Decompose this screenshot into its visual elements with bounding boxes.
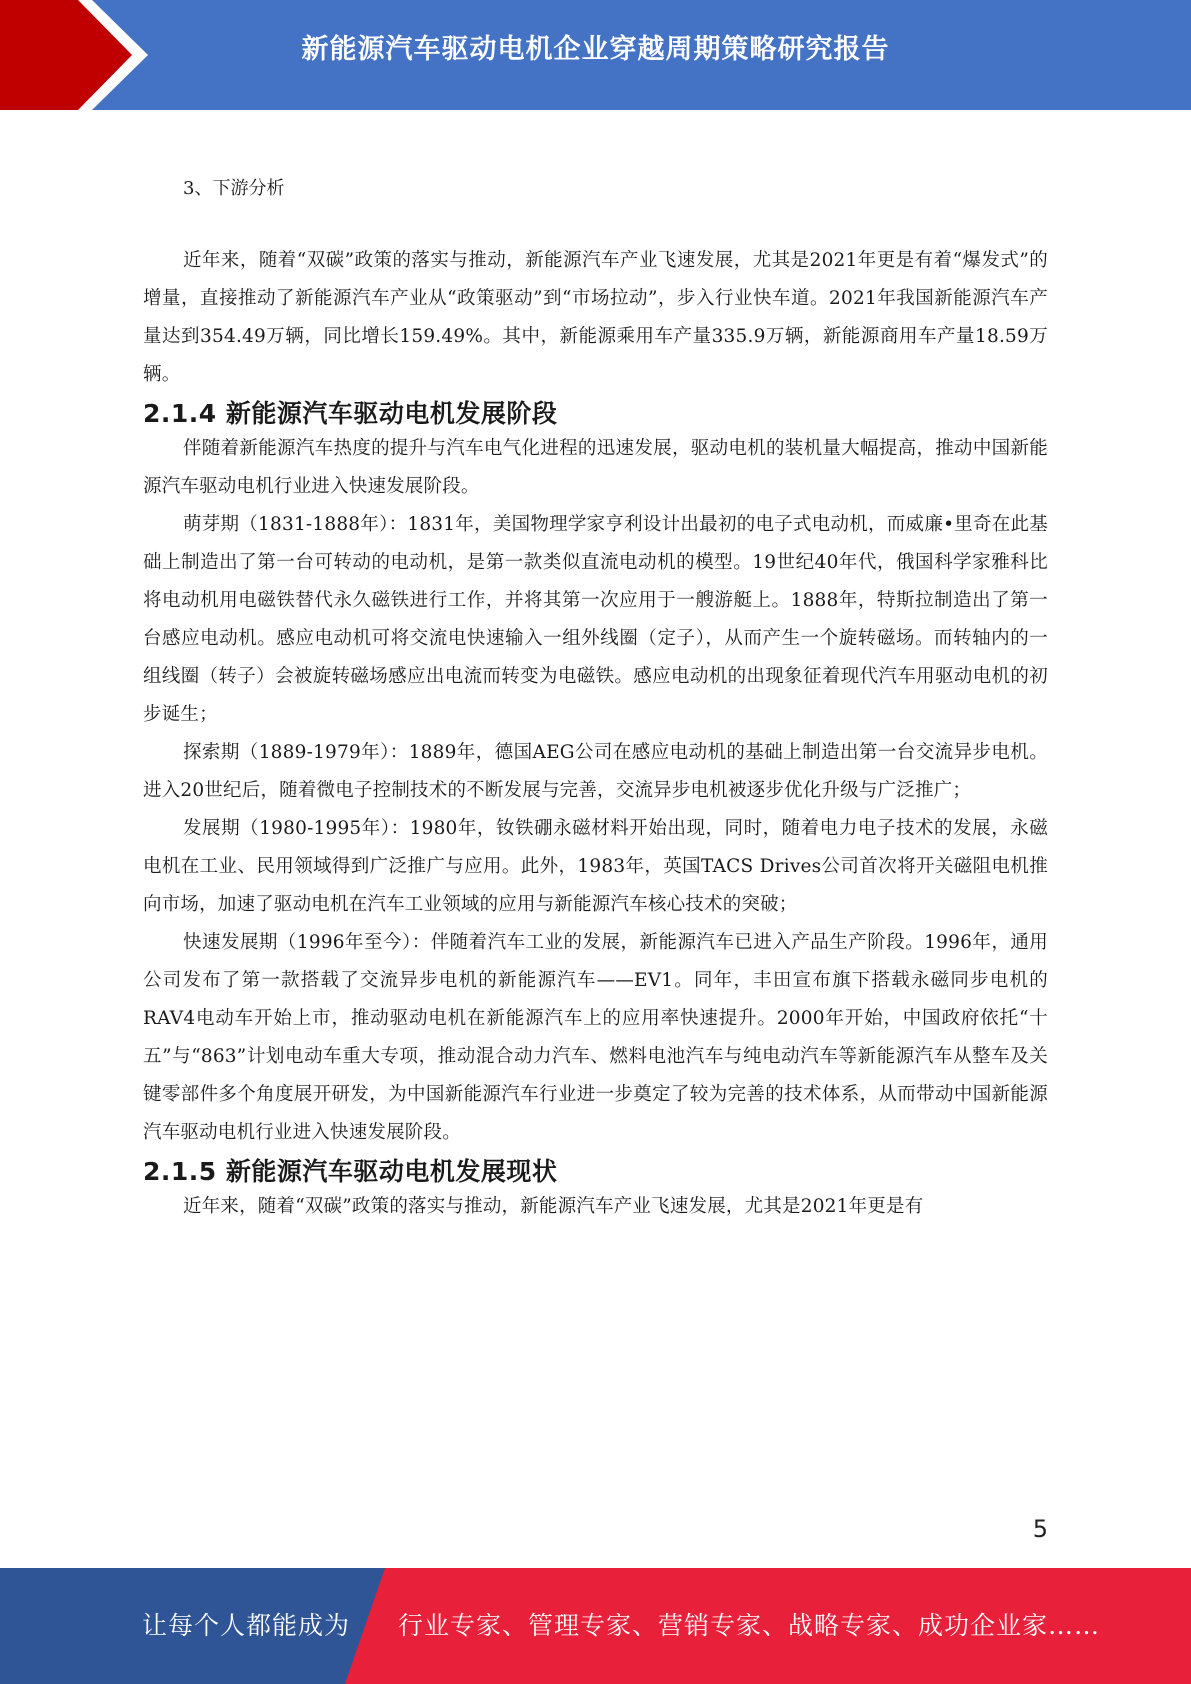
footer-slogan-right: 行业专家、管理专家、营销专家、战略专家、成功企业家…… — [398, 1611, 1101, 1640]
paragraph: 发展期（1980-1995年）：1980年，钕铁硼永磁材料开始出现，同时，随着电力电子技术的发展，永磁电机在工业、民用领域得到广泛推广与应用。此外，1983年，英国TACS Drives公司首次将开关磁阻电机推向市场，加速了驱动电机在汽车工业领域的应用与新能源汽车核心技术的突破； — [143, 818, 1048, 915]
paragraph: 萌芽期（1831-1888年）：1831年，美国物理学家亨利设计出最初的电子式电动机，而威廉•里奇在此基础上制造出了第一台可转动的电动机，是第一款类似直流电动机的模型。19世纪40年代，俄国科学家雅科比将电动机用电磁铁替代永久磁铁进行工作，并将其第一次应用于一艘游艇上。1888年，特斯拉制造出了第一台感应电动机。感应电动机可将交流电快速输入一组外线圈（定子），从而产生一个旋转磁场。而转轴内的一组线圈（转子）会被旋转磁场感应出电流而转变为电磁铁。感应电动机的出现象征着现代汽车用驱动电机的初步诞生； — [143, 514, 1048, 725]
page-header — [0, 0, 1191, 110]
chevron-arrow-icon — [0, 0, 160, 110]
document-body — [143, 170, 1048, 1226]
footer-slogan-left: 让每个人都能成为 — [142, 1611, 351, 1640]
paragraph: 近年来，随着“双碳”政策的落实与推动，新能源汽车产业飞速发展，尤其是2021年更是有 — [183, 1196, 924, 1217]
page-number: 5 — [1032, 1515, 1048, 1543]
subheading: 3、下游分析 — [183, 178, 285, 199]
report-title: 新能源汽车驱动电机企业穿越周期策略研究报告 — [301, 34, 890, 65]
section-title-development-stages: 2.1.4 新能源汽车驱动电机发展阶段 — [143, 399, 558, 428]
page-footer — [0, 1568, 1191, 1684]
section-title-current-status: 2.1.5 新能源汽车驱动电机发展现状 — [143, 1157, 558, 1186]
paragraph: 快速发展期（1996年至今）：伴随着汽车工业的发展，新能源汽车已进入产品生产阶段。1996年，通用公司发布了第一款搭载了交流异步电机的新能源汽车——EV1。同年，丰田宣布旗下搭载永磁同步电机的RAV4电动车开始上市，推动驱动电机在新能源汽车上的应用率快速提升。2000年开始，中国政府依托“十五”与“863”计划电动车重大专项，推动混合动力汽车、燃料电池汽车与纯电动汽车等新能源汽车从整车及关键零部件多个角度展开研发，为中国新能源汽车行业进一步奠定了较为完善的技术体系，从而带动中国新能源汽车驱动电机行业进入快速发展阶段。 — [143, 932, 1048, 1143]
paragraph: 探索期（1889-1979年）：1889年，德国AEG公司在感应电动机的基础上制造出第一台交流异步电机。进入20世纪后，随着微电子控制技术的不断发展与完善，交流异步电机被逐步优化升级与广泛推广； — [143, 742, 1048, 801]
paragraph: 伴随着新能源汽车热度的提升与汽车电气化进程的迅速发展，驱动电机的装机量大幅提高，推动中国新能源汽车驱动电机行业进入快速发展阶段。 — [143, 438, 1048, 497]
intro-paragraph: 近年来，随着“双碳”政策的落实与推动，新能源汽车产业飞速发展，尤其是2021年更是有着“爆发式”的增量，直接推动了新能源汽车产业从“政策驱动”到“市场拉动”，步入行业快车道。2021年我国新能源汽车产量达到354.49万辆，同比增长159.49%。其中，新能源乘用车产量335.9万辆，新能源商用车产量18.59万辆。 — [143, 250, 1048, 385]
